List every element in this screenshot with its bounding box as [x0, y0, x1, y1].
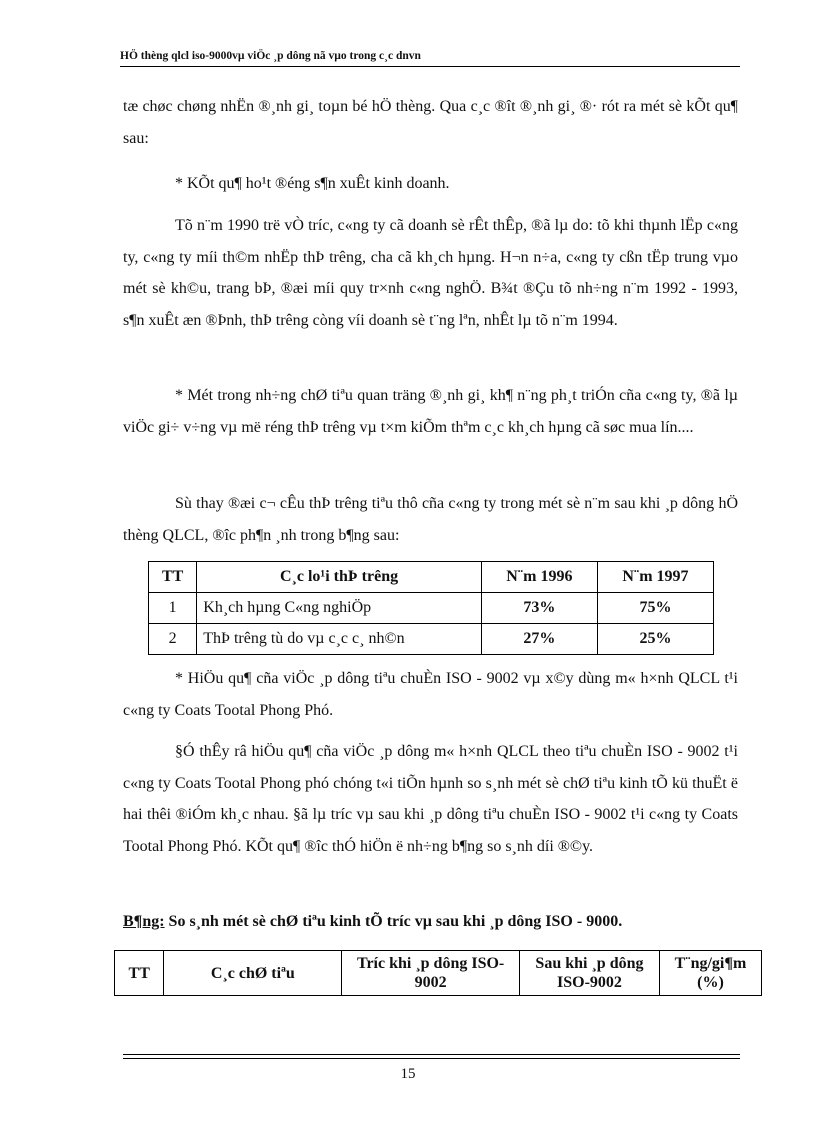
paragraph-intro: tæ chøc chøng nhËn ®¸nh gi¸ toµn bé hÖ thèng. Qua c¸c ®ît ®¸nh gi¸ ®· rót ra mét sè kÕt qu¶ sau: — [123, 98, 738, 147]
column-header: N¨m 1997 — [597, 562, 713, 593]
paragraph-market-change: Sù thay ®æi c¬ cÊu thÞ trêng tiªu thô cña c«ng ty trong mét sè n¨m sau khi ¸p dông hÖ thèng QLCL, ®îc ph¶n ¸nh trong b¶ng sau: — [123, 495, 738, 544]
caption-text: So s¸nh mét sè chØ tiªu kinh tÕ tríc vµ sau khi ¸p dông ISO - 9000. — [164, 913, 623, 930]
comparison-table — [114, 950, 762, 996]
table-header-row — [149, 562, 714, 593]
column-header: TT — [149, 562, 197, 593]
column-header: Sau khi ¸p dông ISO-9002 — [520, 951, 660, 996]
table-cell: 2 — [149, 624, 197, 655]
column-header: T¨ng/gi¶m (%) — [659, 951, 761, 996]
table-caption — [123, 913, 743, 931]
column-header: C¸c chØ tiªu — [164, 951, 342, 996]
column-header: C¸c lo¹i thÞ trêng — [197, 562, 482, 593]
table-row — [149, 593, 714, 624]
table-cell: 75% — [597, 593, 713, 624]
footer-rule — [123, 1054, 740, 1055]
table-row — [149, 624, 714, 655]
paragraph-business-results: * KÕt qu¶ ho¹t ®éng s¶n xuÊt kinh doanh. — [175, 175, 450, 192]
column-header: TT — [115, 951, 164, 996]
table-header-row — [115, 951, 762, 996]
column-header: N¨m 1996 — [481, 562, 597, 593]
table-cell: Kh¸ch hµng C«ng nghiÖp — [197, 593, 482, 624]
caption-label: B¶ng: — [123, 913, 165, 930]
paragraph-market-indicator: * Mét trong nh÷ng chØ tiªu quan träng ®¸nh gi¸ kh¶ n¨ng ph¸t triÓn cña c«ng ty, ®ã lµ viÖc gi÷ v÷ng vµ më réng thÞ trêng vµ t×m kiÕm thªm c¸c kh¸ch hµng cã søc mua lín.... — [123, 387, 738, 436]
table-cell: 1 — [149, 593, 197, 624]
header-rule — [120, 66, 740, 67]
running-header: HÖ thèng qlcl iso-9000vµ viÖc ¸p dông nã vµo trong c¸c dnvn — [120, 50, 421, 62]
table-cell: 73% — [481, 593, 597, 624]
footer-rule — [123, 1058, 740, 1059]
market-structure-table — [148, 561, 714, 655]
paragraph-comparison: §Ó thÊy râ hiÖu qu¶ cña viÖc ¸p dông m« h×nh QLCL theo tiªu chuÈn ISO - 9002 t¹i c«ng ty Coats Tootal Phong phó chóng t«i tiÕn hµnh so s¸nh mét sè chØ tiªu kinh tÕ kü thuËt ë hai thêi ®iÓm kh¸c nhau. §ã lµ tríc vµ sau khi ¸p dông tiªu chuÈn ISO - 9002 t¹i c«ng ty Coats Tootal Phong Phó. KÕt qu¶ ®îc thÓ hiÖn ë nh÷ng b¶ng so s¸nh díi ®©y. — [123, 743, 738, 855]
paragraph-iso-effect: * HiÖu qu¶ cña viÖc ¸p dông tiªu chuÈn ISO - 9002 vµ x©y dùng m« h×nh QLCL t¹i c«ng ty Coats Tootal Phong Phó. — [123, 670, 738, 719]
paragraph-history: Tõ n¨m 1990 trë vÒ tríc, c«ng ty cã doanh sè rÊt thÊp, ®ã lµ do: tõ khi thµnh lËp c«ng ty, c«ng ty míi th©m nhËp thÞ trêng, cha cã kh¸ch hµng. H¬n n÷a, c«ng ty cßn tËp trung vµo mét sè kh©u, trang bÞ, ®æi míi quy tr×nh c«ng nghÖ. B¾t ®Çu tõ nh÷ng n¨m 1992 - 1993, s¶n xuÊt æn ®Þnh, thÞ trêng còng víi doanh sè t¨ng lªn, nhÊt lµ tõ n¨m 1994. — [123, 217, 738, 329]
page-number: 15 — [400, 1066, 416, 1082]
column-header: Tríc khi ¸p dông ISO-9002 — [342, 951, 520, 996]
table-cell: 27% — [481, 624, 597, 655]
table-cell: ThÞ trêng tù do vµ c¸c c¸ nh©n — [197, 624, 482, 655]
table-cell: 25% — [597, 624, 713, 655]
